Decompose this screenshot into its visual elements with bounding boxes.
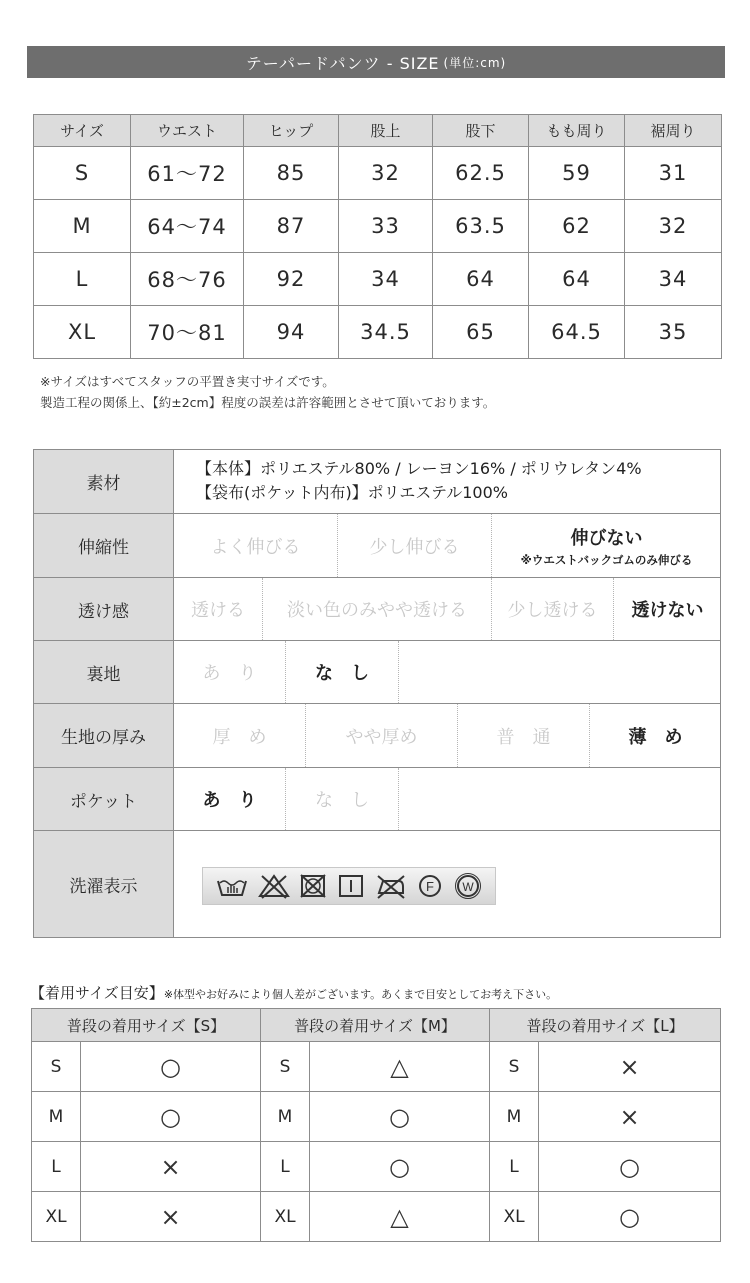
sheerness-option: 少し透ける [492,578,614,640]
stretch-option-selected [492,514,721,577]
fit-mark-cell: × [539,1042,721,1092]
table-row [34,200,722,253]
thigh-cell: 62 [529,200,625,253]
note-line: 製造工程の関係上、【約±2cm】程度の誤差は許容範囲とさせて頂いております。 [40,395,496,410]
col-header: もも周り [529,115,625,147]
fit-mark-cell: × [539,1092,721,1142]
hip-cell: 92 [244,253,339,306]
waist-cell: 64〜74 [131,200,244,253]
col-header: ウエスト [131,115,244,147]
fit-mark-cell: ○ [81,1092,261,1142]
size-banner [27,46,725,78]
hip-cell: 94 [244,306,339,359]
svg-text:W: W [462,880,474,894]
spec-label: 伸縮性 [34,514,174,577]
hem-cell: 34 [625,253,722,306]
hem-cell: 32 [625,200,722,253]
fit-table-header [32,1009,721,1042]
spec-row-care [34,830,720,937]
fit-size-cell: M [261,1092,310,1142]
spec-row-material [34,450,720,513]
sheerness-option-selected: 透けない [631,600,704,621]
fit-size-cell: XL [261,1192,310,1242]
spec-row-thickness [34,703,720,767]
inseam-cell: 63.5 [433,200,529,253]
inseam-cell: 62.5 [433,147,529,200]
care-label-strip [202,867,496,905]
material-line: 【本体】ポリエステル80% / レーヨン16% / ポリウレタン4% [196,459,642,478]
fit-size-cell: S [32,1042,81,1092]
inseam-cell: 64 [433,253,529,306]
hip-cell: 87 [244,200,339,253]
fit-size-cell: M [490,1092,539,1142]
no-iron-icon [375,873,407,899]
col-header: ヒップ [244,115,339,147]
hem-cell: 31 [625,147,722,200]
fit-mark-cell: ○ [81,1042,261,1092]
note-line: ※サイズはすべてスタッフの平置き実寸サイズです。 [40,374,335,389]
thickness-option-selected: 薄 め [628,726,683,748]
size-cell: L [34,253,131,306]
spec-row-stretch [34,513,720,577]
banner-title: テーパードパンツ - SIZE [245,53,440,73]
rise-cell: 34 [339,253,433,306]
table-row [34,253,722,306]
spec-label: 素材 [34,450,174,513]
waist-cell: 61〜72 [131,147,244,200]
fit-caption-title: 【着用サイズ目安】 [30,984,164,1002]
dry-clean-f-icon [416,873,444,899]
spec-row-sheerness [34,577,720,640]
fit-mark-cell: △ [310,1042,490,1092]
fit-mark-cell: ○ [539,1142,721,1192]
size-cell: S [34,147,131,200]
stretch-selected-label: 伸びない [570,527,643,549]
spec-label: 洗濯表示 [34,831,174,937]
fit-group-header: 普段の着用サイズ【M】 [261,1009,490,1042]
thigh-cell: 64.5 [529,306,625,359]
banner-unit: (単位:cm) [443,55,507,70]
size-notes [40,371,495,413]
rise-cell: 32 [339,147,433,200]
fit-size-cell: L [261,1142,310,1192]
fit-mark-cell: × [81,1192,261,1242]
fit-table [31,1008,721,1242]
fit-mark-cell: ○ [310,1092,490,1142]
material-text [174,450,642,513]
col-header: 股下 [433,115,529,147]
fit-mark-cell: × [81,1142,261,1192]
fit-size-cell: M [32,1092,81,1142]
no-bleach-icon [258,873,290,899]
empty-cell [399,641,721,703]
size-cell: XL [34,306,131,359]
no-tumble-dry-icon [299,873,327,899]
rise-cell: 34.5 [339,306,433,359]
fit-group-header: 普段の着用サイズ【L】 [490,1009,721,1042]
col-header: サイズ [34,115,131,147]
hip-cell: 85 [244,147,339,200]
table-row [32,1092,721,1142]
size-cell: M [34,200,131,253]
thickness-option: やや厚め [306,704,458,767]
stretch-note: ※ウエストバックゴムのみ伸びる [520,552,693,567]
fit-caption [30,982,557,1003]
spec-label: 裏地 [34,641,174,703]
inseam-cell: 65 [433,306,529,359]
fit-mark-cell: △ [310,1192,490,1242]
spec-table [33,449,721,938]
fit-size-cell: S [490,1042,539,1092]
fit-size-cell: S [261,1042,310,1092]
spec-label: ポケット [34,768,174,830]
fit-size-cell: XL [490,1192,539,1242]
thickness-option: 厚 め [174,704,306,767]
table-row [34,147,722,200]
thickness-option: 普 通 [458,704,590,767]
table-row [32,1142,721,1192]
spec-label: 透け感 [34,578,174,640]
spec-row-pocket [34,767,720,830]
material-line: 【袋布(ポケット内布)】ポリエステル100% [196,483,508,502]
table-row [32,1042,721,1092]
fit-mark-cell: ○ [539,1192,721,1242]
thigh-cell: 64 [529,253,625,306]
sheerness-option: 淡い色のみやや透ける [263,578,492,640]
fit-mark-cell: ○ [310,1142,490,1192]
size-table [33,114,722,359]
stretch-option: 少し伸びる [338,514,492,577]
table-row [32,1192,721,1242]
rise-cell: 33 [339,200,433,253]
table-row [34,306,722,359]
fit-size-cell: L [490,1142,539,1192]
stretch-option: よく伸びる [174,514,338,577]
spec-label: 生地の厚み [34,704,174,767]
fit-caption-note: ※体型やお好みにより個人差がございます。あくまで目安としてお考え下さい。 [163,988,558,1001]
svg-text:F: F [426,879,435,894]
waist-cell: 68〜76 [131,253,244,306]
pocket-option: な し [286,768,399,830]
fit-size-cell: L [32,1142,81,1192]
empty-cell [399,768,721,830]
lining-option-selected: な し [286,641,399,703]
waist-cell: 70〜81 [131,306,244,359]
hand-wash-icon [216,873,248,899]
sheerness-option: 透ける [174,578,263,640]
fit-size-cell: XL [32,1192,81,1242]
col-header: 裾周り [625,115,722,147]
hem-cell: 35 [625,306,722,359]
size-table-header [34,115,722,147]
spec-row-lining [34,640,720,703]
pocket-option-selected: あ り [174,768,286,830]
line-dry-icon [337,873,365,899]
thigh-cell: 59 [529,147,625,200]
fit-group-header: 普段の着用サイズ【S】 [32,1009,261,1042]
lining-option: あ り [174,641,286,703]
wet-clean-w-icon [454,873,482,899]
col-header: 股上 [339,115,433,147]
